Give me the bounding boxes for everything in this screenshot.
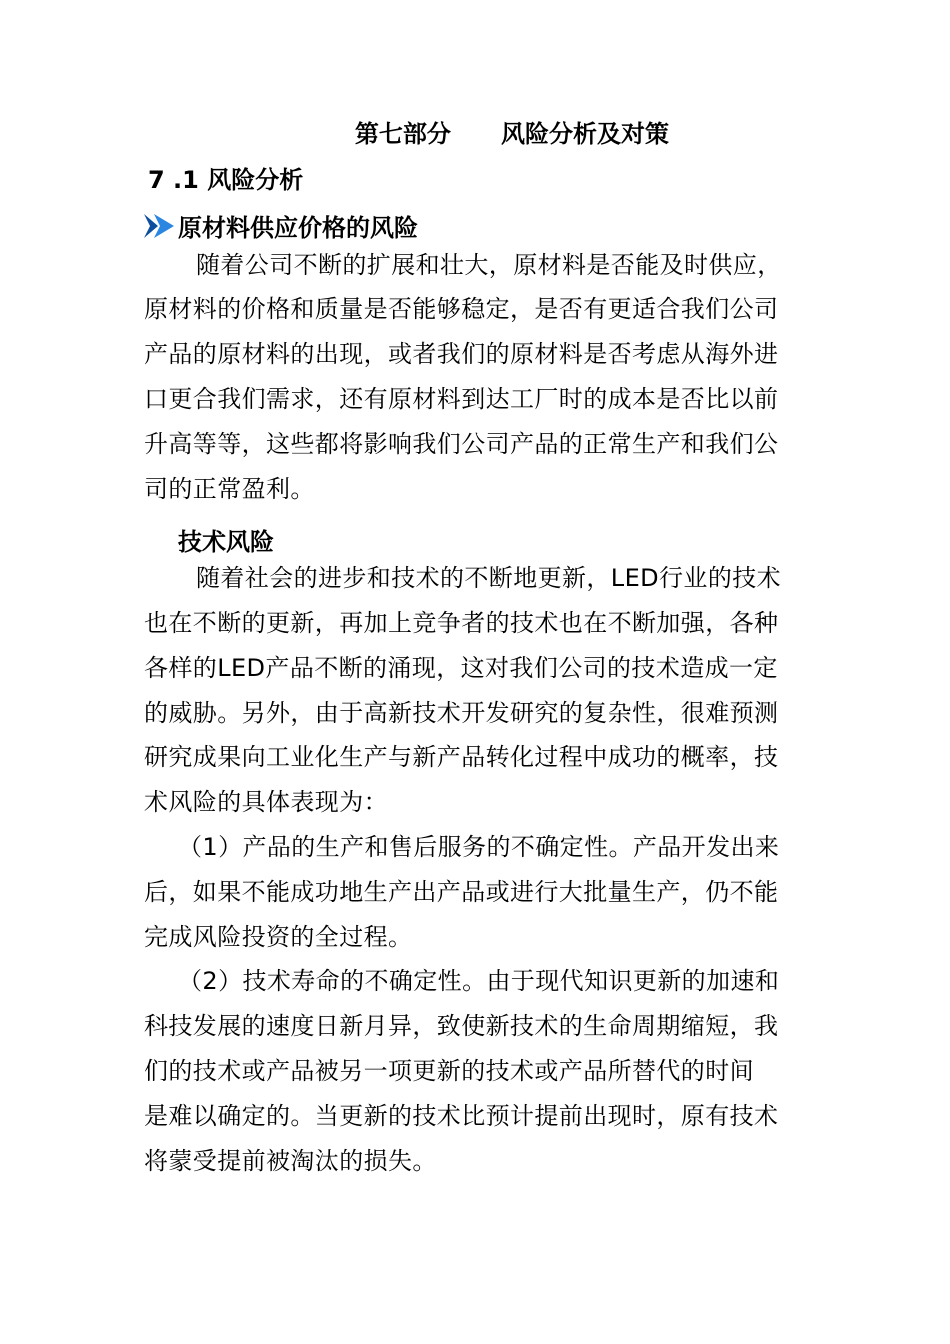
subsection-heading-raw-materials: 原材料供应价格的风险 <box>178 214 418 242</box>
paragraph-line: 也在不断的更新，再加上竞争者的技术也在不断加强，各种 <box>144 609 779 637</box>
page-title: 第七部分 风险分析及对策 <box>354 120 670 148</box>
paragraph-line: 随着公司不断的扩展和壮大，原材料是否能及时供应， <box>196 251 782 279</box>
paragraph-line: 的威胁。另外，由于高新技术开发研究的复杂性，很难预测 <box>144 699 779 727</box>
paragraph-line: 司的正常盈利。 <box>144 475 315 503</box>
paragraph-line: 口更合我们需求，还有原材料到达工厂时的成本是否比以前 <box>144 385 779 413</box>
paragraph-line: 产品的原材料的出现，或者我们的原材料是否考虑从海外进 <box>144 340 779 368</box>
paragraph-line: 升高等等，这些都将影响我们公司产品的正常生产和我们公 <box>144 430 779 458</box>
subsection-heading-technology: 技术风险 <box>178 528 274 556</box>
paragraph-line: 科技发展的速度日新月异，致使新技术的生命周期缩短，我 <box>144 1012 779 1040</box>
paragraph-line: 研究成果向工业化生产与新产品转化过程中成功的概率，技 <box>144 743 779 771</box>
paragraph-line: 后，如果不能成功地生产出产品或进行大批量生产，仍不能 <box>144 878 779 906</box>
paragraph-line: 完成风险投资的全过程。 <box>144 923 413 951</box>
paragraph-line: 随着社会的进步和技术的不断地更新，LED行业的技术 <box>196 564 782 592</box>
paragraph-line: 是难以确定的。当更新的技术比预计提前出现时，原有技术 <box>144 1102 779 1130</box>
paragraph-line: 术风险的具体表现为： <box>144 788 388 816</box>
paragraph-line: （1）产品的生产和售后服务的不确定性。产品开发出来 <box>178 833 780 861</box>
paragraph-line: 各样的LED产品不断的涌现，这对我们公司的技术造成一定 <box>144 654 778 682</box>
paragraph-line: 将蒙受提前被淘汰的损失。 <box>144 1147 437 1175</box>
arrow-bullet-icon <box>144 212 176 240</box>
section-heading: 7 .1 风险分析 <box>148 166 304 194</box>
paragraph-line: （2）技术寿命的不确定性。由于现代知识更新的加速和 <box>178 967 780 995</box>
paragraph-line: 原材料的价格和质量是否能够稳定，是否有更适合我们公司 <box>144 295 779 323</box>
paragraph-line: 们的技术或产品被另一项更新的技术或产品所替代的时间 <box>144 1057 754 1085</box>
